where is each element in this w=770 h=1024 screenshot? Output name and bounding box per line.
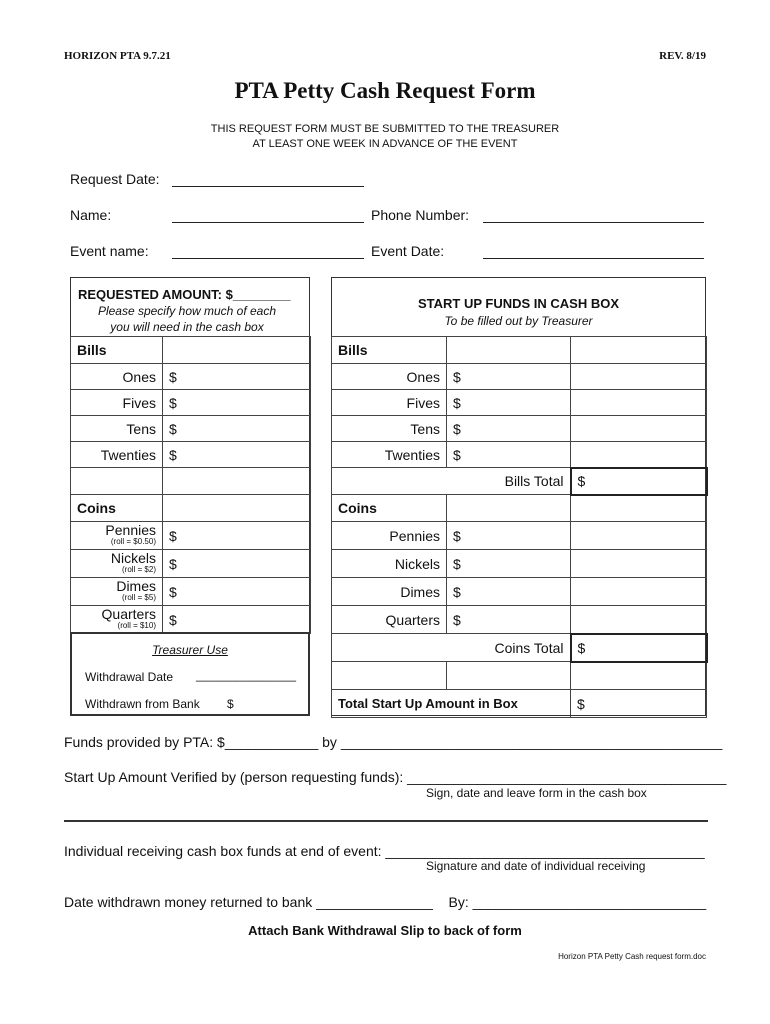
phone-field[interactable] (483, 222, 704, 223)
bill-label: Ones (71, 364, 163, 390)
coins-total-cell[interactable]: $ (571, 634, 707, 662)
coin-label: Pennies (roll = $0.50) (71, 522, 163, 550)
bill-amount-cell[interactable]: $ (163, 390, 311, 416)
event-name-field[interactable] (172, 258, 364, 259)
notice-line-2: AT LEAST ONE WEEK IN ADVANCE OF THE EVENT (252, 138, 518, 150)
requested-amount-sub-1: Please specify how much of each (97, 304, 277, 318)
header-revision: REV. 8/19 (659, 50, 706, 62)
bill-amount-cell[interactable]: $ (163, 442, 311, 468)
bills-section-label: Bills (332, 337, 447, 364)
coin-amount-cell[interactable]: $ (447, 578, 571, 606)
coin-label: Nickels (332, 550, 447, 578)
coin-amount-cell[interactable]: $ (163, 522, 311, 550)
bill-amount-cell[interactable]: $ (163, 416, 311, 442)
phone-label: Phone Number: (371, 207, 470, 223)
bill-label: Tens (71, 416, 163, 442)
startup-funds-sub: To be filled out by Treasurer (444, 314, 593, 328)
individual-note: Signature and date of individual receiving (426, 859, 646, 873)
bill-label: Fives (71, 390, 163, 416)
coin-label: Dimes (roll = $5) (71, 578, 163, 606)
bill-label: Ones (332, 364, 447, 390)
coins-total-label: Coins Total (332, 634, 571, 662)
funds-provided-line[interactable]: Funds provided by PTA: $____________ by _________________________________________________ (64, 734, 723, 750)
page-title: PTA Petty Cash Request Form (234, 78, 536, 103)
bill-label: Fives (332, 390, 447, 416)
bill-label: Twenties (332, 442, 447, 468)
requested-amount-heading: REQUESTED AMOUNT: $________ (78, 287, 291, 302)
bill-label: Tens (332, 416, 447, 442)
treasurer-use-heading: Treasurer Use (152, 643, 228, 657)
attach-slip-note: Attach Bank Withdrawal Slip to back of form (248, 923, 522, 938)
bill-amount-cell[interactable]: $ (447, 390, 571, 416)
coin-label: Pennies (332, 522, 447, 550)
bill-amount-cell[interactable]: $ (447, 442, 571, 468)
coin-amount-cell[interactable]: $ (447, 550, 571, 578)
request-date-field[interactable] (172, 186, 364, 187)
name-label: Name: (70, 207, 112, 223)
document-filename: Horizon PTA Petty Cash request form.doc (558, 952, 706, 961)
coin-amount-cell[interactable]: $ (163, 550, 311, 578)
event-name-label: Event name: (70, 243, 149, 259)
bills-total-label: Bills Total (332, 468, 571, 495)
coin-amount-cell[interactable]: $ (163, 606, 311, 634)
individual-receiving-line[interactable]: Individual receiving cash box funds at end of event: _________________________________________ (64, 843, 705, 859)
coins-section-label: Coins (71, 495, 163, 522)
coin-label: Quarters (332, 606, 447, 634)
event-date-label: Event Date: (371, 243, 445, 259)
withdrawn-from-bank-label: Withdrawn from Bank (85, 697, 200, 711)
coin-label: Quarters (roll = $10) (71, 606, 163, 634)
date-returned-line[interactable]: Date withdrawn money returned to bank _______________ By: ______________________________ (64, 894, 707, 910)
coin-amount-cell[interactable]: $ (447, 606, 571, 634)
startup-funds-heading: START UP FUNDS IN CASH BOX (417, 296, 620, 311)
coin-amount-cell[interactable]: $ (447, 522, 571, 550)
verified-by-line[interactable]: Start Up Amount Verified by (person requesting funds): _________________________________________ (64, 769, 727, 785)
bill-amount-cell[interactable]: $ (447, 364, 571, 390)
withdrawal-date-field[interactable]: _______________ (196, 668, 297, 682)
notice-line-1: THIS REQUEST FORM MUST BE SUBMITTED TO THE TREASURER (210, 123, 560, 135)
bill-amount-cell[interactable]: $ (447, 416, 571, 442)
bills-section-label: Bills (71, 337, 163, 364)
bill-amount-cell[interactable]: $ (163, 364, 311, 390)
event-date-field[interactable] (483, 258, 704, 259)
coin-label: Dimes (332, 578, 447, 606)
withdrawal-date-label: Withdrawal Date (85, 670, 174, 684)
bill-label: Twenties (71, 442, 163, 468)
withdrawn-from-bank-amount[interactable]: $ (227, 697, 234, 711)
request-date-label: Request Date: (70, 171, 160, 187)
bills-total-cell[interactable]: $ (571, 468, 707, 495)
name-field[interactable] (172, 222, 364, 223)
verified-note: Sign, date and leave form in the cash box (426, 786, 647, 800)
total-startup-label: Total Start Up Amount in Box (332, 690, 571, 718)
total-startup-cell[interactable]: $ (571, 690, 707, 718)
section-divider (64, 820, 708, 822)
coins-section-label: Coins (332, 495, 447, 522)
coin-label: Nickels (roll = $2) (71, 550, 163, 578)
header-left: HORIZON PTA 9.7.21 (64, 50, 171, 62)
coin-amount-cell[interactable]: $ (163, 578, 311, 606)
requested-amount-sub-2: you will need in the cash box (110, 320, 264, 334)
startup-funds-table (331, 336, 708, 718)
requested-bills-table (70, 336, 311, 634)
